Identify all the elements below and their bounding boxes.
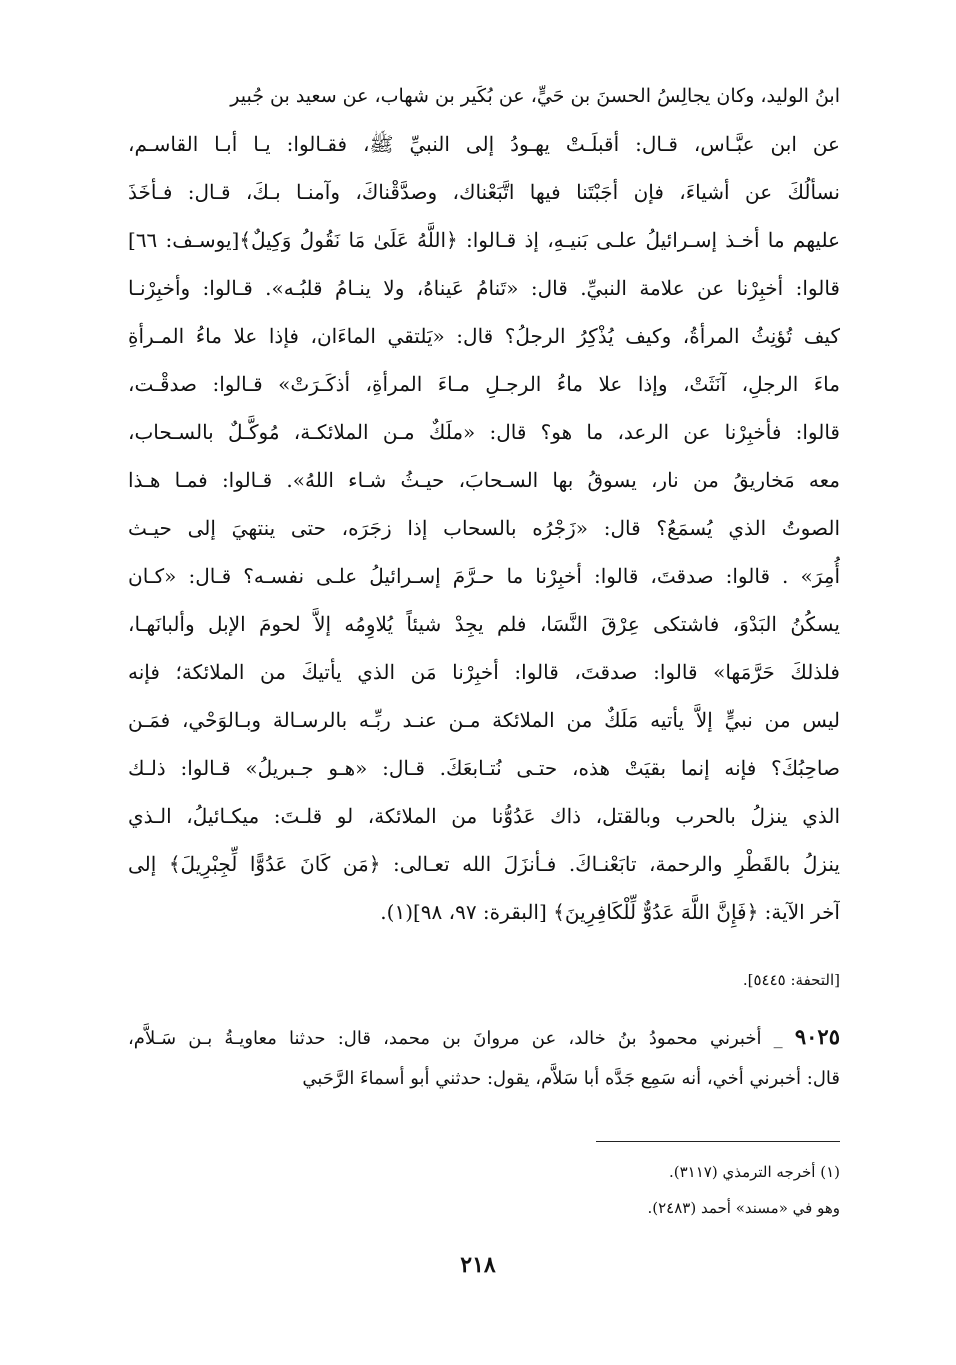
text-line: أُمِرَ» . قالوا: صدقتَ، قالوا: أخبِرْنا ما حـرَّمَ إسـرائيلُ علـى نفسـه؟ قـال: «كـان xyxy=(128,564,840,588)
footnote: (١) أخرجه الترمذي (٣١١٧). xyxy=(668,1163,840,1181)
hadith-line-text: _ أخبرني محمودُ بنُ خالد، عن مروانَ بن محمد، قال: حدثنا معاويـةُ بـن سَـلاَّم، xyxy=(128,1028,783,1049)
hadith-line xyxy=(128,1016,840,1058)
text-line: ليس من نبيٍّ إلاَّ يأتيه مَلَكٌ من الملائكة مـن عنـد ربِّـه بالرسـالة وبـالوَحْي، فمَـن xyxy=(128,708,840,732)
text-line: فلذلكَ حَرَّمَها» قالوا: صدقتَ، قالوا: أخبِرْنا مَن الذي يأتيكَ من الملائكة؛ فإنه xyxy=(128,660,840,684)
footnotes xyxy=(400,1154,840,1226)
text-line: كيف تُؤنِثُ المرأةُ، وكيف يُذْكِرُ الرجلُ؟ قال: «يَلتقي الماءَان، فإذا علا ماءُ المـرأةِ xyxy=(128,324,840,348)
text-line: الصوتُ الذي يُسمَعُ؟ قال: «زَجْرُه بالسحاب إذا زجَرَه، حتى ينتهيَ إلى حيـث xyxy=(128,516,840,540)
text-line: عليهم ما أخـذ إسـرائيلُ علـى بَنيـهِ، إذ قـالوا: ﴿اللَّهُ عَلَىٰ مَا نَقُولُ وَكِيلٌ﴾[يوسـف: ٦٦] xyxy=(128,228,840,252)
text-line: قالوا: أخبِرْنا عن علامة النبيِّ. قال: «تَنامُ عَيناهُ، ولا ينـامُ قلبُـه». قـالوا: وأخبِرْنـا xyxy=(128,276,840,300)
text-line: عن ابن عبَّـاس، قـال: أقبلَـتْ يهـودُ إلى النبيِّ ﷺ، فقـالوا: يـا أبـا القاسـم، xyxy=(128,132,840,156)
text-line: قالوا: فأخبِرْنا عن الرعد، ما هو؟ قال: «ملَكٌ مـن الملائكـة، مُوكَّـلٌ بالسـحاب، xyxy=(128,420,840,444)
page-number: ٢١٨ xyxy=(460,1252,496,1278)
footnote-divider xyxy=(596,1141,840,1142)
text-line: يسكُنُ البَدْوَ، فاشتكى عِرْقَ النَّسَا، فلم يجِدْ شيئاً يُلاوِمُه إلاَّ لحومَ الإبل وألبانَهـا، xyxy=(128,612,840,636)
tuhfa-reference: [التحفة: ٥٤٤٥]. xyxy=(742,971,840,989)
text-line: صاحِبُكَ؟ فإنه إنما بقيَتْ هذه، حتـى نُتـابعَكَ. قـال: «هـو جـبريلُ» قـالوا: ذلـك xyxy=(128,756,840,780)
text-line: معه مَخاريقُ من نار، يسوقُ بها السـحابَ، حيـثُ شـاء اللهُ». قـالوا: فمـا هـذا xyxy=(128,468,840,492)
footnote: وهو في «مسند» أحمد (٢٤٨٣). xyxy=(647,1199,840,1217)
text-line: الذي ينزلُ بالحرب وبالقتل، ذاك عَدُوُّنا من الملائكة، لو قلـتَ: ميكـائيلُ، الـذي xyxy=(128,804,840,828)
text-line: ماءَ الرجلِ، آنَثَتْ، وإذا علا ماءُ الرجـلِ مـاءَ المرأةِ، أذكَـرَتْ» قـالوا: صدقْـت، xyxy=(128,372,840,396)
text-line: ينزلُ بالقَطْرِ والرحمة، تابَعْنـاكَ. فـأنزَلَ الله تعـالى: ﴿مَن كَانَ عَدُوًّا لِّجِبْرِيلَ﴾ إلى xyxy=(128,852,840,876)
main-text xyxy=(128,72,840,936)
next-hadith xyxy=(128,1016,840,1100)
hadith-line: قال: أخبرني أخي، أنه سَمِع جَدَّه أبا سَلاَّم، يقول: حدثني أبو أسماءَ الرَّحَبي xyxy=(302,1068,840,1089)
text-line: آخر الآية: ﴿فَإِنَّ اللَّهَ عَدُوٌّ لِّلْكَافِرِينَ﴾ [البقرة: ٩٧، ٩٨](١). xyxy=(380,900,840,924)
hadith-number: ٩٠٢٥ xyxy=(794,1024,840,1049)
text-line: ابنُ الوليد، وكان يجالِسُ الحسنَ بن حَيٍّ، عن بُكَير بن شهاب، عن سعيد بن جُبير xyxy=(230,85,840,107)
text-line: نسألُكَ عن أشياءَ، فإن أجَبْتَنا فيها اتَّبَعْناك، وصدَّقْناكَ، وآمنـا بـكَ، قـال: فـأخَذَ xyxy=(128,180,840,204)
